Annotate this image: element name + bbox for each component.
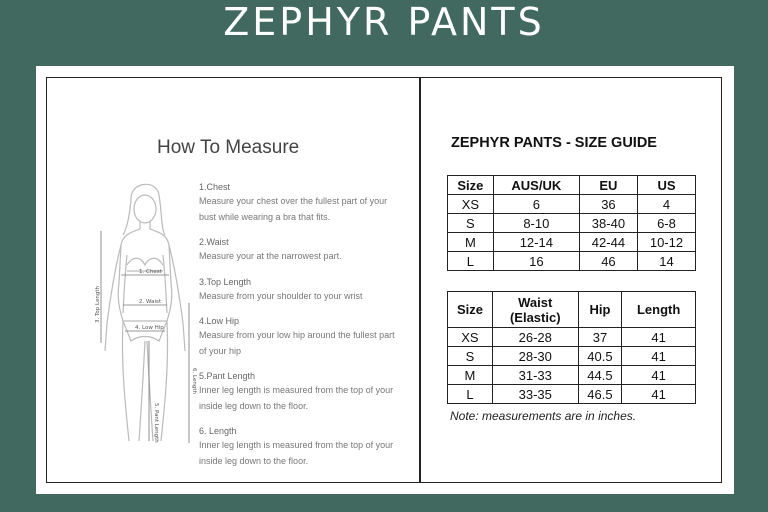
table-cell: XS (448, 328, 493, 347)
header-waist-line2: (Elastic) (509, 309, 561, 325)
table-cell: 41 (622, 385, 696, 404)
size-conversion-table (447, 175, 696, 271)
header-size: Size (448, 292, 493, 328)
header-waist (492, 292, 578, 328)
table-row (448, 233, 696, 252)
size-chart-card (36, 66, 734, 494)
step-title: 3.Top Length (199, 276, 252, 287)
step-title: 1.Chest (199, 182, 231, 192)
step-title: 6. Length (199, 426, 237, 436)
step-description: Measure from your shoulder to your wrist (199, 290, 363, 301)
step-description: Inner leg length is measured from the top of your inside leg down to the floor. (199, 385, 394, 411)
table-cell: 6-8 (637, 214, 695, 233)
step-description: Measure your chest over the fullest part of your bust while wearing a bra that fits. (199, 196, 388, 222)
page-title: ZEPHYR PANTS (223, 0, 545, 44)
size-guide-heading: ZEPHYR PANTS - SIZE GUIDE (451, 135, 657, 151)
column-divider (419, 78, 421, 482)
table-cell: M (448, 366, 493, 385)
step-top-length (199, 275, 399, 305)
table-header-row (448, 176, 696, 195)
chest-label: 1. Chest (139, 269, 162, 275)
step-description: Inner leg length is measured from the top of your inside leg down to the floor. (199, 440, 394, 466)
measurements-table (447, 291, 696, 404)
table-cell: 28-30 (492, 347, 578, 366)
pant-length-label: 5. Pant Length (153, 403, 159, 443)
header-size: Size (448, 176, 494, 195)
table-cell: S (448, 214, 494, 233)
table-cell: 14 (637, 252, 695, 271)
table-cell: 10-12 (637, 233, 695, 252)
step-title: 2.Waist (199, 237, 229, 247)
length-label: 6. Length (191, 368, 197, 394)
step-title: 4.Low Hip (199, 316, 240, 326)
step-length (199, 424, 399, 469)
table-row (448, 366, 696, 385)
header-length: Length (622, 292, 696, 328)
step-waist (199, 235, 399, 265)
table-cell: 4 (637, 195, 695, 214)
table-cell: 46 (579, 252, 637, 271)
table-cell: 16 (493, 252, 579, 271)
table-row (448, 214, 696, 233)
table-cell: 40.5 (578, 347, 622, 366)
table-cell: 26-28 (492, 328, 578, 347)
table-cell: 6 (493, 195, 579, 214)
step-description: Measure your at the narrowest part. (199, 251, 342, 261)
table-cell: 33-35 (492, 385, 578, 404)
table-cell: 42-44 (579, 233, 637, 252)
step-pant-length (199, 369, 399, 414)
step-title: 5.Pant Length (199, 371, 256, 381)
table-cell: 41 (622, 366, 696, 385)
table-row (448, 252, 696, 271)
table-row (448, 328, 696, 347)
table-header-row (448, 292, 696, 328)
table-cell: M (448, 233, 494, 252)
table-row (448, 385, 696, 404)
table-row (448, 195, 696, 214)
measurement-steps (199, 180, 399, 479)
table-cell: 31-33 (492, 366, 578, 385)
table-cell: XS (448, 195, 494, 214)
waist-label: 2. Waist (139, 299, 162, 305)
how-to-measure-heading: How To Measure (157, 137, 300, 158)
table-cell: 44.5 (578, 366, 622, 385)
table-cell: 38-40 (579, 214, 637, 233)
table-row (448, 347, 696, 366)
top-length-label: 3. Top Length (95, 286, 101, 323)
table-cell: S (448, 347, 493, 366)
chart-frame (46, 77, 722, 483)
measurement-note: Note: measurements are in inches. (450, 409, 637, 423)
table-cell: 36 (579, 195, 637, 214)
header-aus-uk: AUS/UK (493, 176, 579, 195)
header-eu: EU (579, 176, 637, 195)
body-figure-illustration (69, 173, 219, 453)
table-cell: 12-14 (493, 233, 579, 252)
table-cell: 37 (578, 328, 622, 347)
step-description: Measure from your low hip around the fullest part of your hip (199, 330, 395, 356)
step-low-hip (199, 314, 399, 359)
low-hip-label: 4. Low Hip (135, 325, 164, 331)
header-waist-line1: Waist (518, 294, 553, 310)
table-cell: 41 (622, 328, 696, 347)
step-chest (199, 180, 399, 225)
table-cell: 46.5 (578, 385, 622, 404)
table-cell: L (448, 252, 494, 271)
header-us: US (637, 176, 695, 195)
table-cell: L (448, 385, 493, 404)
table-cell: 41 (622, 347, 696, 366)
table-cell: 8-10 (493, 214, 579, 233)
header-hip: Hip (578, 292, 622, 328)
